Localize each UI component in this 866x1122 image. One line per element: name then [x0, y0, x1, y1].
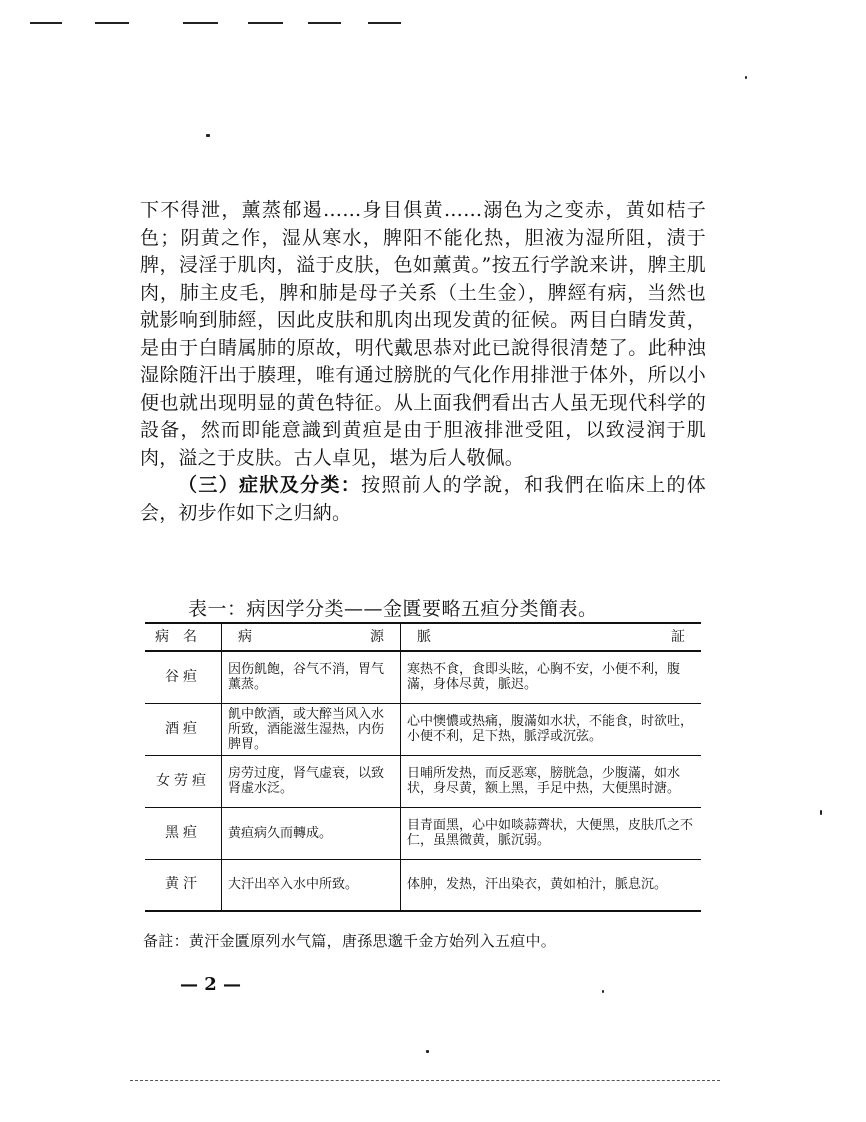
disease-source: 飢中飲酒，或大醉当风入水所致，酒能滋生湿热，内伤脾胃。	[222, 703, 401, 755]
disease-symptom: 日晡所发热，而反恶寒，膀胱急，少腹滿，如水状，身尽黄，额上黑，手足中热，大便黑时溏。	[401, 755, 702, 807]
table-row	[145, 651, 701, 703]
table-caption: 表一：病因学分类——金匱要略五疸分类簡表。	[188, 598, 598, 620]
scan-artifact-speck	[820, 810, 822, 815]
scan-artifact-dash	[248, 22, 283, 24]
table-row	[145, 859, 701, 911]
page-number: — 2 —	[180, 974, 242, 995]
table-row	[145, 703, 701, 755]
header-name: 病名	[145, 623, 222, 651]
disease-name: 酒疸	[145, 703, 222, 755]
disease-source: 房劳过度，肾气虚衰，以致肾虚水泛。	[222, 755, 401, 807]
scan-artifact-speck	[206, 134, 210, 137]
scan-bottom-rule	[130, 1080, 720, 1082]
table-note: 备註：黄汗金匱原列水气篇，唐孫思邈千金方始列入五疸中。	[143, 932, 557, 950]
disease-symptom: 体肿，发热，汗出染衣，黄如柏汁，脈息沉。	[401, 859, 702, 911]
scan-artifact-speck	[602, 990, 604, 993]
disease-source: 因伤飢飽，谷气不消，胃气薰蒸。	[222, 651, 401, 703]
scan-artifact-dash	[30, 22, 62, 24]
disease-symptom: 寒热不食，食即头眩，心胸不安，小便不利，腹滿，身体尽黄，脈迟。	[401, 651, 702, 703]
scan-artifact-dash	[368, 22, 401, 24]
disease-name: 女劳疸	[145, 755, 222, 807]
five-jaundice-table	[145, 622, 701, 912]
scan-artifact-dash	[95, 22, 129, 24]
header-symptom: 脈 証	[401, 623, 702, 651]
table-row	[145, 755, 701, 807]
table-header-row	[145, 623, 701, 651]
paragraph: 下不得泄，薰蒸郁遏……身目俱黄……溺色为之变赤，黄如桔子色；阴黄之作，湿从寒水，脾阳不能化热，胆液为湿所阻，渍于脾，浸淫于肌肉，溢于皮肤，色如薰黄。”按五行学說来讲，脾主肌肉，肺主皮毛，脾和肺是母子关系（土生金），脾經有病，当然也就影响到肺經，因此皮肤和肌肉出现发黄的征候。两目白睛发黄，是由于白睛属肺的原故，明代戴思恭对此已說得很清楚了。此种浊湿除随汗出于腠理，唯有通过膀胱的气化作用排泄于体外，所以小便也就出现明显的黄色特征。从上面我們看出古人虽无现代科学的設备，然而即能意識到黄疸是由于胆液排泄受阻，以致浸润于肌肉，溢之于皮肤。古人卓见，堪为后人敬佩。	[140, 199, 706, 469]
disease-name: 谷疸	[145, 651, 222, 703]
section-paragraph	[140, 472, 706, 527]
body-text	[140, 197, 706, 527]
scan-artifact-speck	[745, 76, 747, 79]
disease-symptom: 目青面黑，心中如啖蒜薺状，大便黑，皮肤爪之不仁，虽黑微黄，脈沉弱。	[401, 807, 702, 859]
table-row	[145, 807, 701, 859]
scan-artifact-dash	[308, 22, 341, 24]
disease-name: 黄汗	[145, 859, 222, 911]
disease-name: 黑疸	[145, 807, 222, 859]
section-text: 按照前人的学說，和我們在临床上的体会，初步作如下之归納。	[140, 474, 706, 524]
section-heading: （三）症狀及分类：	[178, 474, 362, 496]
disease-source: 黄疸病久而轉成。	[222, 807, 401, 859]
disease-symptom: 心中懊憹或热痛，腹滿如水状，不能食，时欲吐，小便不利，足下热，脈浮或沉弦。	[401, 703, 702, 755]
disease-source: 大汗出卒入水中所致。	[222, 859, 401, 911]
scan-artifact-speck	[426, 1050, 429, 1053]
header-source: 病 源	[222, 623, 401, 651]
scan-artifact-dash	[183, 22, 218, 24]
